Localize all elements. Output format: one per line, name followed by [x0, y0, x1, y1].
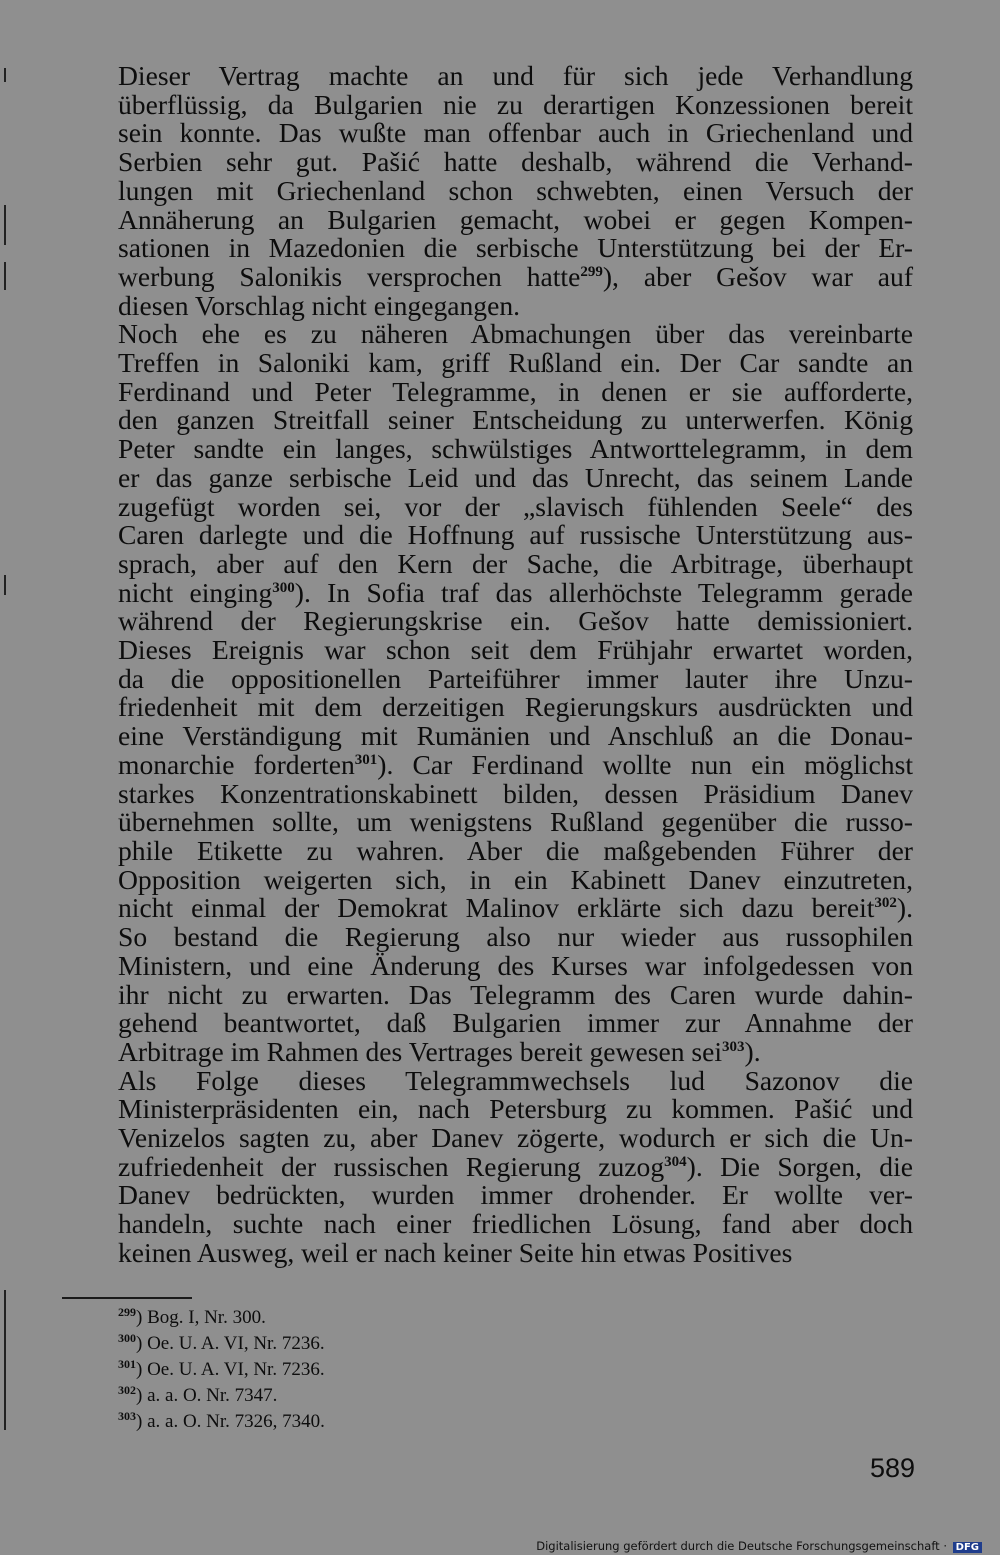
text-line: phile Etikette zu wahren. Aber die maßgebenden Führer der: [118, 834, 913, 866]
margin-mark: [4, 262, 6, 290]
text-line: überflüssig, da Bulgarien nie zu derartigen Konzessionen bereit: [118, 88, 913, 120]
digitization-credit: Digitalisierung gefördert durch die Deutsche Forschungsgemeinschaft · DFG: [536, 1539, 982, 1553]
text-segment: ). Die Sorgen, die: [686, 1150, 913, 1182]
text-line: Ministern, und eine Änderung des Kurses war infolgedessen von: [118, 949, 913, 981]
footnote-rule: [62, 1297, 192, 1299]
text-segment: zufriedenheit der russischen Regierung zuzog: [118, 1150, 665, 1182]
footnote-ref: 303: [722, 1038, 745, 1055]
text-line: übernehmen sollte, um wenigstens Rußland gegenüber die russo-: [118, 806, 913, 838]
text-line: Treffen in Saloniki kam, griff Rußland ein. Der Car sandte an: [118, 347, 913, 379]
text-line: Danev bedrückten, wurden immer drohender. Er wollte ver-: [118, 1179, 913, 1211]
text-segment: ). In Sofia traf das allerhöchste Telegramm gerade: [294, 576, 913, 608]
page-number: 589: [870, 1453, 916, 1483]
text-line: So bestand die Regierung also nur wieder aus russophilen: [118, 921, 913, 953]
text-line: er das ganze serbische Leid und das Unrecht, das seinem Lande: [118, 461, 913, 493]
text-segment: nicht einging: [118, 576, 273, 608]
text-line: [60, 894, 913, 923]
text-segment: Arbitrage im Rahmen des Vertrages bereit gewesen sei: [118, 1035, 723, 1067]
footnote-ref: 302: [874, 895, 897, 912]
margin-mark: [4, 68, 6, 82]
text-line: sprach, aber auf den Kern der Sache, die Arbitrage, überhaupt: [118, 547, 913, 579]
text-line: zugefügt worden sei, vor der „slavisch fühlenden Seele“ des: [118, 490, 913, 522]
footnote-number: 303: [118, 1409, 136, 1423]
text-line: lungen mit Griechenland schon schwebten, einen Versuch der: [118, 174, 913, 206]
text-line: [60, 1035, 913, 1067]
footnote-number: 299: [118, 1305, 136, 1319]
text-line: Dieses Ereignis war schon seit dem Frühjahr erwartet worden,: [118, 634, 913, 666]
text-line: Venizelos sagten zu, aber Danev zögerte, wodurch er sich die Un-: [118, 1122, 913, 1154]
footnote-text: ) a. a. O. Nr. 7347.: [136, 1385, 278, 1406]
text-segment: ).: [896, 892, 913, 924]
text-line: friedenheit mit dem derzeitigen Regierungskurs ausdrückten und: [118, 691, 913, 723]
text-segment: ), aber Gešov war auf: [602, 260, 914, 292]
margin-mark: [4, 575, 6, 595]
text-segment: monarchie forderten: [118, 748, 355, 780]
footnote-ref: 299: [580, 263, 603, 280]
text-line: den ganzen Streitfall seiner Entscheidung zu unterwerfen. König: [118, 404, 913, 436]
text-line: eine Verständigung mit Rumänien und Anschluß an die Donau-: [118, 720, 913, 752]
text-segment: ).: [744, 1035, 761, 1067]
text-line: keinen Ausweg, weil er nach keiner Seite hin etwas Positives: [118, 1236, 793, 1268]
text-line: Caren darlegte und die Hoffnung auf russische Unterstützung aus-: [118, 519, 913, 551]
text-line: ihr nicht zu erwarten. Das Telegramm des Caren wurde dahin-: [118, 978, 913, 1010]
paragraph: [60, 320, 913, 1066]
text-line: Noch ehe es zu näheren Abmachungen über das vereinbarte: [118, 318, 913, 350]
dfg-logo: DFG: [953, 1542, 982, 1553]
text-line: Ferdinand und Peter Telegramme, in denen er sie aufforderte,: [118, 375, 913, 407]
footnote-number: 300: [118, 1331, 136, 1345]
footnotes: [118, 1305, 325, 1435]
footnote-number: 302: [118, 1383, 136, 1397]
text-line: da die oppositionellen Parteiführer immer lauter ihre Unzu-: [118, 662, 913, 694]
paragraph: [60, 62, 913, 320]
footnote: [118, 1305, 325, 1331]
text-segment: ). Car Ferdinand wollte nun ein möglichst: [377, 748, 913, 780]
text-line: starkes Konzentrationskabinett bilden, dessen Präsidium Danev: [118, 777, 913, 809]
footnote: [118, 1383, 325, 1409]
text-line: Peter sandte ein langes, schwülstiges Antworttelegramm, in dem: [118, 433, 913, 465]
text-line: diesen Vorschlag nicht eingegangen.: [118, 289, 521, 321]
text-line: während der Regierungskrise ein. Gešov hatte demissioniert.: [118, 605, 913, 637]
paragraph: [60, 1064, 913, 1268]
margin-mark: [4, 1290, 6, 1430]
text-line: sein konnte. Das wußte man offenbar auch in Griechenland und: [118, 117, 913, 149]
text-line: Annäherung an Bulgarien gemacht, wobei er gegen Kompen-: [118, 203, 913, 235]
text-line: gehend beantwortet, daß Bulgarien immer zur Annahme der: [118, 1007, 913, 1039]
text-segment: werbung Salonikis versprochen hatte: [118, 260, 581, 292]
footnote: [118, 1409, 325, 1435]
text-line: Serbien sehr gut. Pašić hatte deshalb, während die Verhand-: [118, 146, 913, 178]
footnote: [118, 1331, 325, 1357]
footnote-text: ) Oe. U. A. VI, Nr. 7236.: [136, 1333, 325, 1354]
text-line: [60, 260, 914, 292]
text-line: [60, 1150, 913, 1182]
footnote-ref: 300: [272, 579, 295, 596]
text-line: handeln, suchte nach einer friedlichen Lösung, fand aber doch: [118, 1208, 913, 1240]
text-line: Als Folge dieses Telegrammwechsels lud Sazonov die: [118, 1064, 913, 1096]
footnote-text: ) a. a. O. Nr. 7326, 7340.: [136, 1411, 325, 1432]
text-segment: nicht einmal der Demokrat Malinov erklärte sich dazu bereit: [118, 892, 875, 924]
margin-mark: [4, 205, 6, 245]
text-line: Dieser Vertrag machte an und für sich jede Verhandlung: [118, 60, 913, 91]
text-line: sationen in Mazedonien die serbische Unterstützung bei der Er-: [118, 232, 913, 264]
text-line: Ministerpräsidenten ein, nach Petersburg zu kommen. Pašić und: [118, 1093, 913, 1125]
body-text: [60, 62, 913, 1268]
footnote-text: ) Oe. U. A. VI, Nr. 7236.: [136, 1359, 325, 1380]
text-line: [60, 576, 913, 608]
credit-text: Digitalisierung gefördert durch die Deutsche Forschungsgemeinschaft: [536, 1539, 940, 1553]
text-line: [60, 748, 913, 780]
text-line: Opposition weigerten sich, in ein Kabinett Danev einzutreten,: [118, 863, 913, 895]
footnote: [118, 1357, 325, 1383]
footnote-ref: 304: [664, 1153, 687, 1170]
footnote-number: 301: [118, 1357, 136, 1371]
footnote-text: ) Bog. I, Nr. 300.: [136, 1307, 266, 1328]
footnote-ref: 301: [354, 751, 378, 768]
